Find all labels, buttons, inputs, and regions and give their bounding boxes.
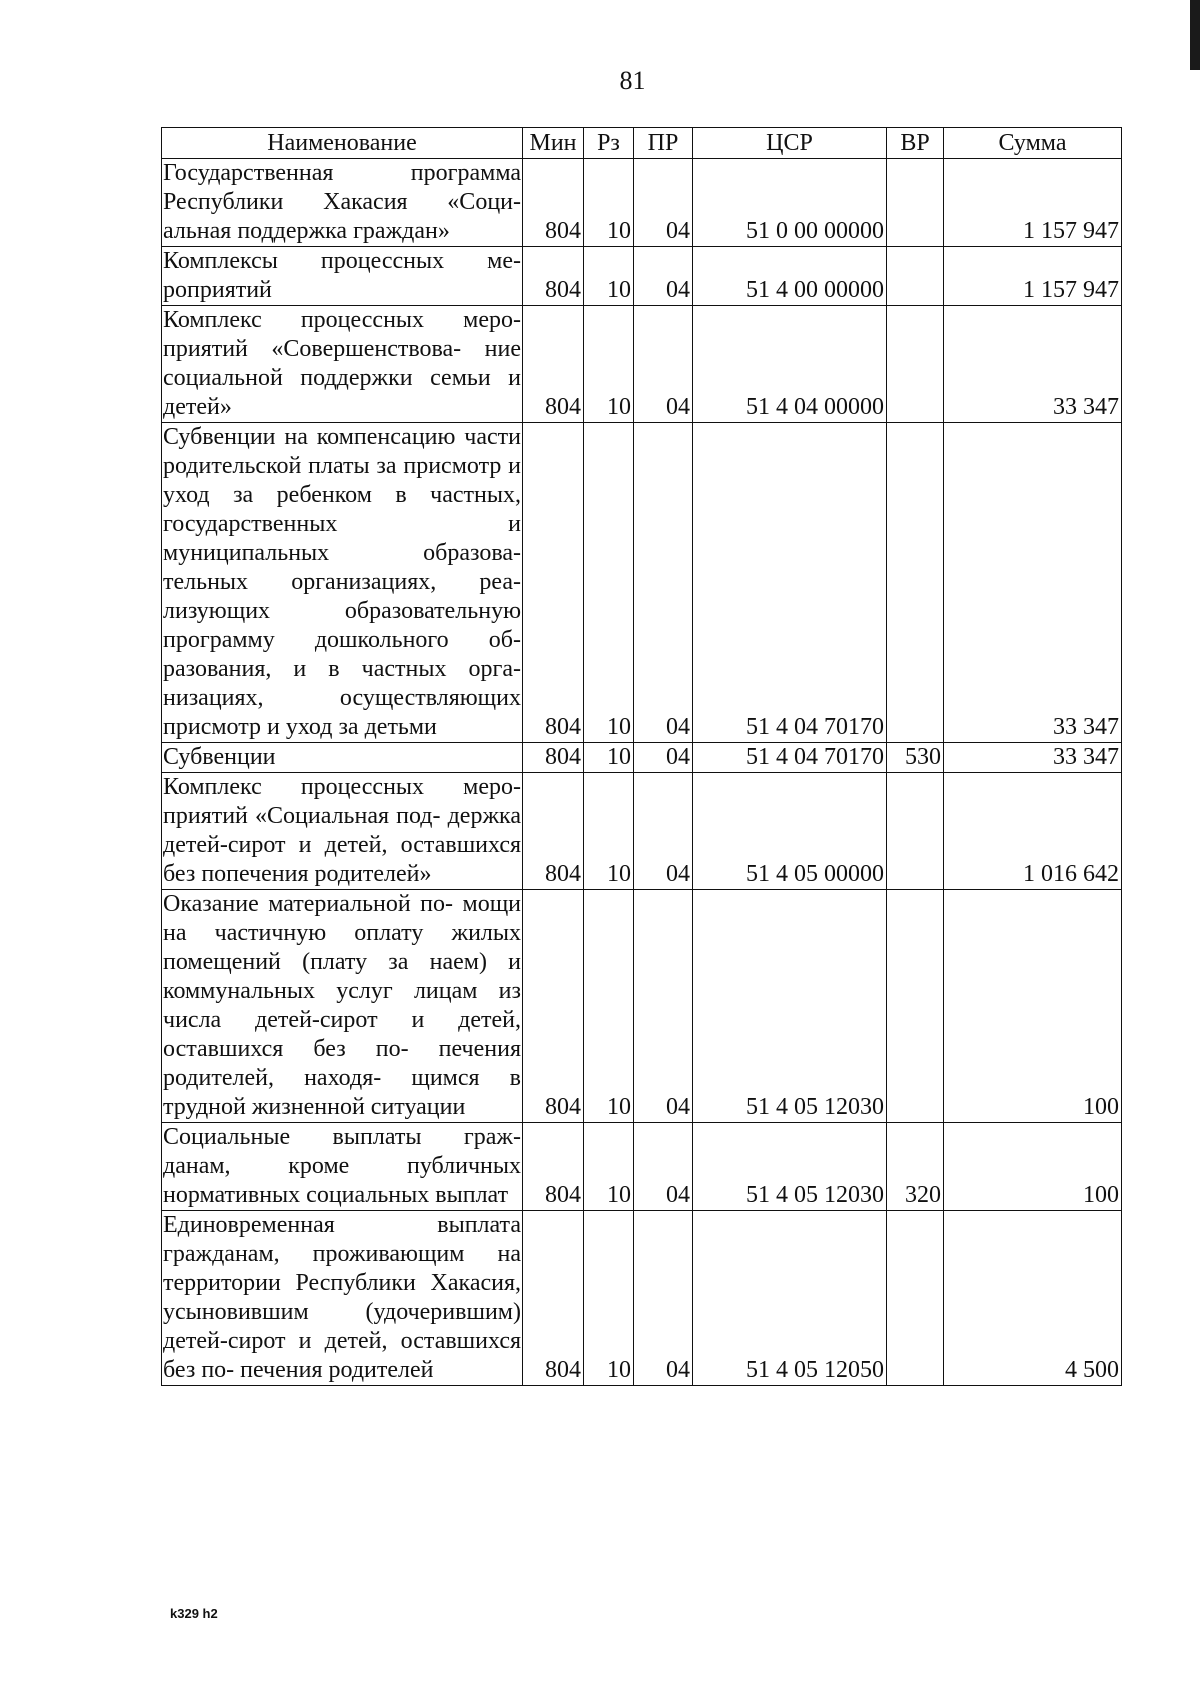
cell-name-line: Комплекс процессных меро- [163, 307, 521, 333]
cell-vr [887, 423, 944, 743]
cell-vr [887, 890, 944, 1123]
cell-min: 804 [523, 1211, 584, 1386]
cell-name-line: Социальные выплаты граж- [163, 1124, 521, 1150]
cell-name-line: родителей» [314, 861, 432, 887]
cell-name-line: роприятий [163, 277, 272, 303]
cell-name-line: Хакасия, усыновившим [163, 1270, 521, 1325]
cell-rz: 10 [584, 743, 634, 773]
cell-name-line: щимся в трудной жизненной [163, 1065, 522, 1120]
cell-csr: 51 4 04 70170 [693, 423, 887, 743]
cell-name-line: жилых помещений (плату за [163, 920, 522, 975]
cell-vr [887, 159, 944, 247]
cell-rz: 10 [584, 1211, 634, 1386]
cell-min: 804 [523, 306, 584, 423]
cell-name-line: присмотр и уход за ребенком [163, 453, 521, 508]
cell-vr [887, 306, 944, 423]
cell-pr: 04 [634, 1211, 693, 1386]
cell-min: 804 [523, 1123, 584, 1211]
cell-rz: 10 [584, 890, 634, 1123]
cell-pr: 04 [634, 423, 693, 743]
cell-name-line: Единовременная выплата [163, 1212, 521, 1238]
page-number: 81 [619, 66, 646, 95]
table-row [162, 1123, 1122, 1211]
cell-name-line: и детей, оставшихся без по- [163, 1007, 522, 1062]
cell-sum: 100 [944, 890, 1122, 1123]
cell-pr: 04 [634, 159, 693, 247]
cell-name-line: на территории Республики [163, 1241, 521, 1296]
cell-name-line: присмотр и уход за детьми [163, 714, 437, 740]
cell-name-line: ние социальной поддержки [163, 336, 522, 391]
cell-sum: 100 [944, 1123, 1122, 1211]
cell-rz: 10 [584, 773, 634, 890]
table-row [162, 1211, 1122, 1386]
cell-name-line: печения родителей [240, 1357, 434, 1383]
cell-name-line: приятий «Социальная под- [163, 803, 441, 829]
cell-vr: 530 [887, 743, 944, 773]
footer-code: k329 h2 [170, 1606, 218, 1621]
table-row [162, 890, 1122, 1123]
table-body [162, 159, 1122, 1386]
cell-name-line: в частных, государственных [163, 482, 521, 537]
cell-name-line: программу дошкольного об- [163, 627, 521, 653]
cell-csr: 51 4 04 70170 [693, 743, 887, 773]
cell-name-line: данам, кроме публичных [163, 1153, 521, 1179]
cell-sum: 1 157 947 [944, 159, 1122, 247]
cell-name [162, 743, 523, 773]
cell-name-line: лицам из числа детей-сирот [163, 978, 522, 1033]
cell-sum: 33 347 [944, 306, 1122, 423]
cell-name-line: печения родителей, находя- [163, 1036, 521, 1091]
cell-name-line: Субвенции на компенсацию [163, 424, 456, 450]
cell-name-line: и детей, оставшихся без по- [163, 1328, 522, 1383]
table-row [162, 423, 1122, 743]
cell-name-line: тельных организациях, реа- [163, 569, 521, 595]
budget-table [161, 127, 1122, 1386]
cell-min: 804 [523, 159, 584, 247]
cell-name-line: мощи на частичную оплату [163, 891, 522, 946]
cell-name [162, 1123, 523, 1211]
cell-name [162, 247, 523, 306]
cell-name-line: низациях, осуществляющих [163, 685, 521, 711]
cell-name-line: наем) и коммунальных услуг [163, 949, 522, 1004]
table-row [162, 743, 1122, 773]
cell-sum: 1 157 947 [944, 247, 1122, 306]
cell-sum: 4 500 [944, 1211, 1122, 1386]
cell-name-line: лизующих образовательную [163, 598, 521, 624]
cell-pr: 04 [634, 743, 693, 773]
cell-name-line: разования, и в частных орга- [163, 656, 521, 682]
header-name: Наименование [162, 128, 523, 159]
cell-name [162, 306, 523, 423]
cell-rz: 10 [584, 423, 634, 743]
cell-name-line: Комплекс процессных меро- [163, 774, 521, 800]
cell-csr: 51 4 00 00000 [693, 247, 887, 306]
cell-csr: 51 0 00 00000 [693, 159, 887, 247]
cell-name-line: семьи и детей» [163, 365, 521, 420]
cell-pr: 04 [634, 306, 693, 423]
cell-rz: 10 [584, 306, 634, 423]
cell-csr: 51 4 04 00000 [693, 306, 887, 423]
cell-name-line: ситуации [370, 1094, 466, 1120]
cell-sum: 33 347 [944, 423, 1122, 743]
cell-rz: 10 [584, 247, 634, 306]
cell-csr: 51 4 05 00000 [693, 773, 887, 890]
cell-min: 804 [523, 743, 584, 773]
cell-name-line: альная поддержка граждан» [163, 218, 450, 244]
cell-vr: 320 [887, 1123, 944, 1211]
table-row [162, 773, 1122, 890]
cell-pr: 04 [634, 247, 693, 306]
cell-name-line: и муниципальных образова- [163, 511, 521, 566]
cell-pr: 04 [634, 773, 693, 890]
header-sum: Сумма [944, 128, 1122, 159]
cell-name-line: части родительской платы за [163, 424, 521, 479]
table-row [162, 306, 1122, 423]
cell-csr: 51 4 05 12030 [693, 1123, 887, 1211]
cell-rz: 10 [584, 1123, 634, 1211]
cell-name-line: нормативных социальных [163, 1182, 430, 1208]
cell-name-line: приятий «Совершенствова- [163, 336, 462, 362]
cell-name-line: оставшихся без попечения [163, 832, 522, 887]
scan-edge-mark [1190, 0, 1200, 70]
table-header-row [162, 128, 1122, 159]
header-min: Мин [523, 128, 584, 159]
cell-name-line: Республики Хакасия «Соци- [163, 189, 521, 215]
cell-name-line: Субвенции [163, 744, 276, 770]
header-rz: Рз [584, 128, 634, 159]
cell-vr [887, 1211, 944, 1386]
cell-name-line: Государственная программа [163, 160, 521, 186]
table-row [162, 247, 1122, 306]
cell-vr [887, 247, 944, 306]
cell-name-line: держка детей-сирот и детей, [163, 803, 521, 858]
cell-rz: 10 [584, 159, 634, 247]
cell-min: 804 [523, 890, 584, 1123]
cell-min: 804 [523, 773, 584, 890]
cell-name [162, 159, 523, 247]
cell-name [162, 773, 523, 890]
header-csr: ЦСР [693, 128, 887, 159]
cell-name-line: выплат [435, 1182, 509, 1208]
cell-name [162, 1211, 523, 1386]
cell-pr: 04 [634, 890, 693, 1123]
cell-min: 804 [523, 423, 584, 743]
cell-sum: 33 347 [944, 743, 1122, 773]
table-row [162, 159, 1122, 247]
cell-name-line: гражданам, проживающим [163, 1241, 465, 1267]
cell-name-line: (удочерившим) детей-сирот [163, 1299, 521, 1354]
cell-name-line: Комплексы процессных ме- [163, 248, 521, 274]
cell-sum: 1 016 642 [944, 773, 1122, 890]
cell-pr: 04 [634, 1123, 693, 1211]
cell-vr [887, 773, 944, 890]
cell-name [162, 423, 523, 743]
cell-min: 804 [523, 247, 584, 306]
cell-name [162, 890, 523, 1123]
cell-csr: 51 4 05 12050 [693, 1211, 887, 1386]
cell-csr: 51 4 05 12030 [693, 890, 887, 1123]
cell-name-line: Оказание материальной по- [163, 891, 454, 917]
header-pr: ПР [634, 128, 693, 159]
header-vr: ВР [887, 128, 944, 159]
